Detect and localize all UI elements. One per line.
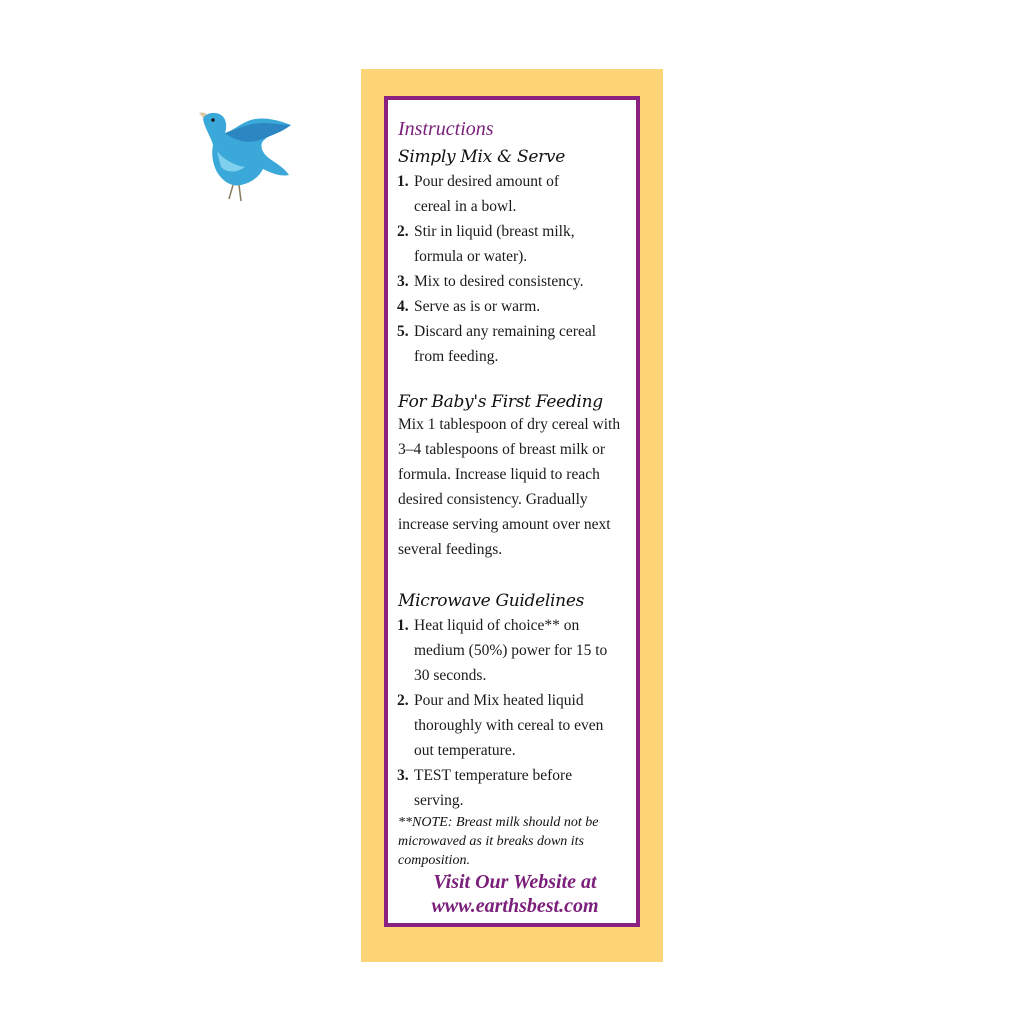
first-feeding-section bbox=[398, 392, 632, 562]
mix-section-title: Simply Mix & Serve bbox=[398, 147, 565, 167]
website-callout bbox=[398, 870, 632, 918]
list-item bbox=[398, 613, 619, 688]
microwave-title: Microwave Guidelines bbox=[398, 591, 584, 611]
first-feeding-text: Mix 1 tablespoon of dry cereal with 3–4 tablespoons of breast milk or formula. Increase liquid to reach desired consistency. Gradually increase serving amount over next several feedings. bbox=[398, 416, 621, 558]
step-number: 2. bbox=[397, 692, 409, 709]
website-line-1: Visit Our Website at bbox=[433, 871, 597, 893]
step-text: Heat liquid of choice** on medium (50%) power for 15 to 30 seconds. bbox=[414, 617, 608, 684]
step-text: Serve as is or warm. bbox=[414, 298, 541, 315]
step-number: 3. bbox=[397, 767, 409, 784]
list-item bbox=[398, 294, 603, 319]
microwave-steps-list bbox=[398, 613, 608, 813]
microwave-section bbox=[398, 591, 632, 870]
instructions-card bbox=[384, 96, 640, 927]
list-item bbox=[398, 269, 603, 294]
step-number: 1. bbox=[397, 617, 409, 634]
step-text: Pour desired amount of cereal in a bowl. bbox=[414, 173, 560, 215]
website-url: www.earthsbest.com bbox=[431, 895, 599, 917]
step-text: Pour and Mix heated liquid thoroughly with cereal to even out temperature. bbox=[414, 692, 604, 759]
step-text: Mix to desired consistency. bbox=[414, 273, 584, 290]
step-number: 3. bbox=[397, 273, 409, 290]
bird-body bbox=[203, 113, 291, 186]
package-side-panel bbox=[361, 69, 663, 962]
list-item bbox=[398, 169, 564, 219]
step-text: Stir in liquid (breast milk, formula or water). bbox=[414, 223, 575, 265]
step-text: TEST temperature before serving. bbox=[414, 767, 573, 809]
mix-section bbox=[398, 147, 632, 369]
list-item bbox=[398, 688, 619, 763]
instructions-content bbox=[398, 110, 632, 919]
bird-eye bbox=[211, 118, 215, 122]
bird-legs bbox=[229, 185, 241, 201]
list-item bbox=[398, 219, 603, 269]
list-item bbox=[398, 763, 604, 813]
mix-steps-list bbox=[398, 169, 603, 369]
step-number: 1. bbox=[397, 173, 409, 190]
step-number: 2. bbox=[397, 223, 409, 240]
instructions-heading: Instructions bbox=[398, 118, 494, 140]
step-number: 5. bbox=[397, 323, 409, 340]
list-item bbox=[398, 319, 603, 369]
step-number: 4. bbox=[397, 298, 409, 315]
microwave-note: **NOTE: Breast milk should not be microwaved as it breaks down its composition. bbox=[398, 815, 599, 868]
bluebird-icon bbox=[193, 107, 293, 207]
first-feeding-title: For Baby's First Feeding bbox=[398, 392, 603, 412]
step-text: Discard any remaining cereal from feeding. bbox=[414, 323, 597, 365]
